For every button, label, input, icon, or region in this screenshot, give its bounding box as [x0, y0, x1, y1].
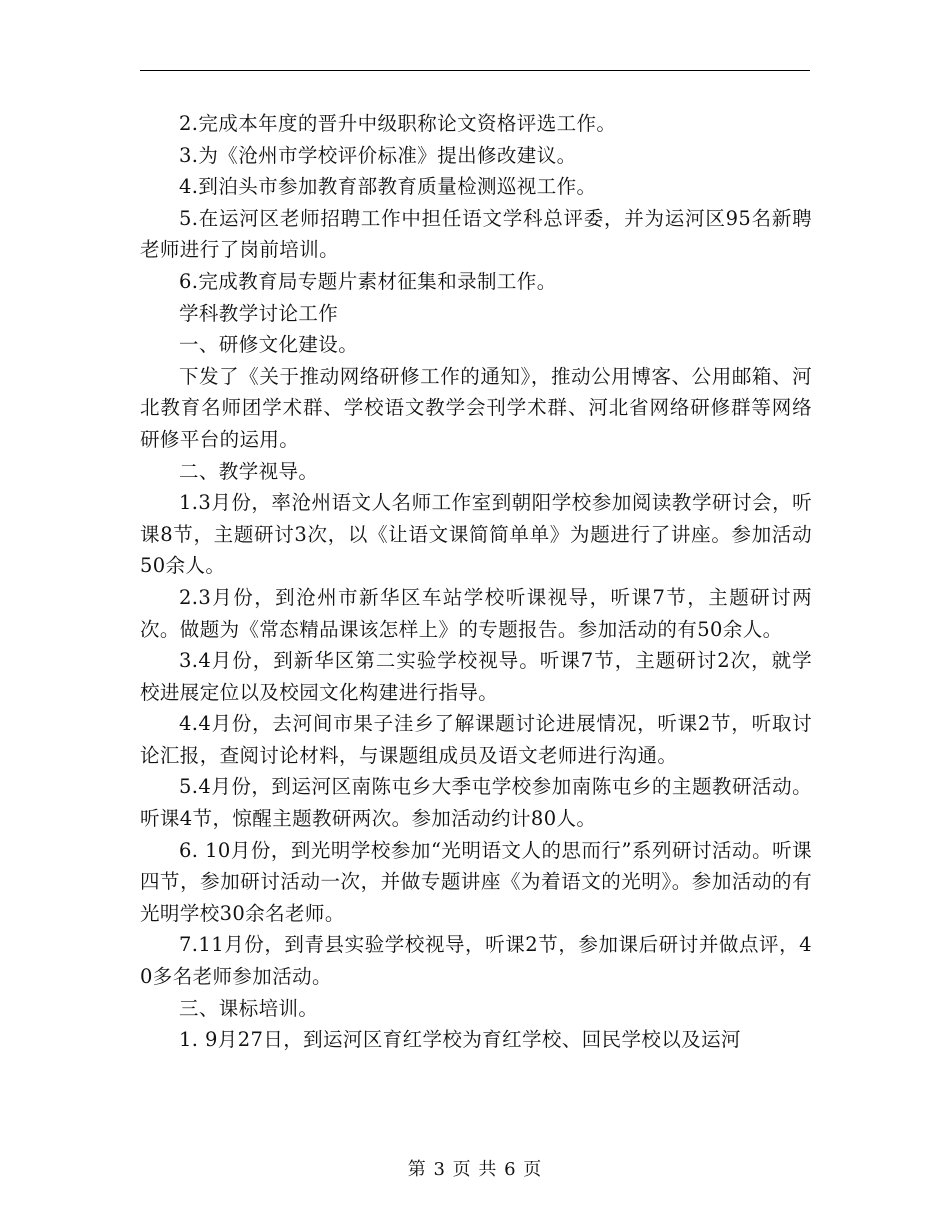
header-rule	[140, 70, 810, 71]
section-heading: 二、教学视导。	[179, 459, 319, 483]
paragraph: 6.完成教育局专题片素材征集和录制工作。	[179, 269, 557, 293]
paragraph: 4.到泊头市参加教育部教育质量检测巡视工作。	[179, 175, 597, 199]
paragraph: 5.4月份，到运河区南陈屯乡大季屯学校参加南陈屯乡的主题教研活动。听课4节，惊醒主题教研两次。参加活动约计80人。	[140, 775, 812, 831]
paragraph: 2.完成本年度的晋升中级职称论文资格评选工作。	[179, 112, 617, 135]
section-heading: 三、课标培训。	[179, 996, 319, 1020]
page-number-label: 第 3 页 共 6 页	[407, 1159, 543, 1180]
paragraph: 6. 10月份，到光明学校参加“光明语文人的思而行”系列研讨活动。听课四节，参加研讨活动一次，并做专题讲座《为着语文的光明》。参加活动的有光明学校30余名老师。	[140, 838, 812, 925]
paragraph: 5.在运河区老师招聘工作中担任语文学科总评委，并为运河区95名新聘老师进行了岗前培训。	[140, 206, 812, 262]
paragraph: 1.3月份，率沧州语文人名师工作室到朝阳学校参加阅读教学研讨会，听课8节，主题研讨3次，以《让语文课简简单单》为题进行了讲座。参加活动50余人。	[140, 491, 812, 578]
paragraph: 7.11月份，到青县实验学校视导，听课2节，参加课后研讨并做点评，40多名老师参加活动。	[140, 933, 812, 989]
paragraph: 1. 9月27日，到运河区育红学校为育红学校、回民学校以及运河	[179, 1028, 741, 1052]
section-heading: 学科教学讨论工作	[179, 301, 339, 325]
paragraph: 3.4月份，到新华区第二实验学校视导。听课7节，主题研讨2次，就学校进展定位以及校园文化构建进行指导。	[140, 649, 812, 704]
paragraph: 2.3月份，到沧州市新华区车站学校听课视导，听课7节，主题研讨两次。做题为《常态精品课该怎样上》的专题报告。参加活动的有50余人。	[140, 585, 812, 641]
document-body	[140, 108, 812, 1056]
paragraph: 下发了《关于推动网络研修工作的通知》，推动公用博客、公用邮箱、河北教育名师团学术群、学校语文教学会刊学术群、河北省网络研修群等网络研修平台的运用。	[140, 364, 812, 451]
paragraph: 4.4月份，去河间市果子洼乡了解课题讨论进展情况，听课2节，听取讨论汇报，查阅讨论材料，与课题组成员及语文老师进行沟通。	[140, 712, 812, 767]
paragraph: 3.为《沧州市学校评价标准》提出修改建议。	[179, 143, 577, 167]
page-footer	[0, 1155, 950, 1181]
section-heading: 一、研修文化建设。	[179, 333, 359, 357]
